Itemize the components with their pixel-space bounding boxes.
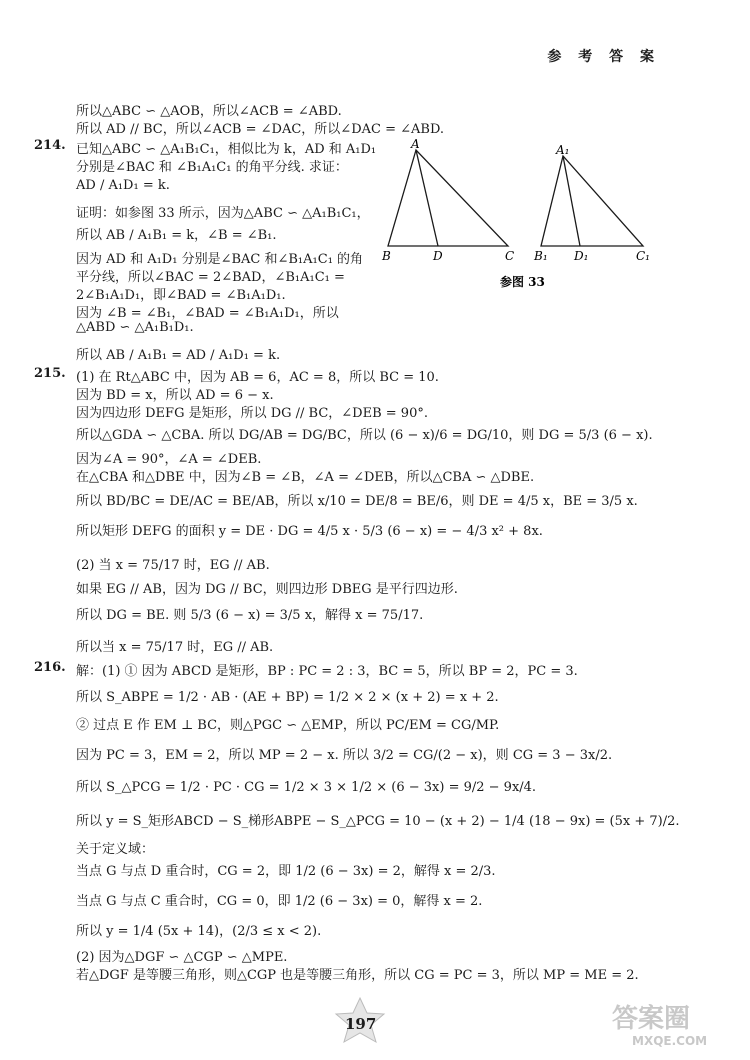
text-line: 因为∠A = 90°，∠A = ∠DEB. bbox=[76, 452, 262, 467]
text-line: AD / A₁D₁ = k. bbox=[76, 178, 170, 193]
text-line: 因为四边形 DEFG 是矩形，所以 DG // BC，∠DEB = 90°. bbox=[76, 406, 428, 421]
text-line: ② 过点 E 作 EM ⊥ BC，则△PGC ∽ △EMP，所以 PC/EM = CG/MP. bbox=[76, 718, 500, 733]
text-line: 当点 G 与点 C 重合时，CG = 0，即 1/2 (6 − 3x) = 0，解得 x = 2. bbox=[76, 894, 483, 909]
watermark-url: MXQE.COM bbox=[632, 1034, 708, 1048]
text-line: 因为 BD = x，所以 AD = 6 − x. bbox=[76, 388, 274, 403]
text-line: (2) 因为△DGF ∽ △CGP ∽ △MPE. bbox=[76, 950, 288, 965]
text-line: 所以 AD // BC，所以∠ACB = ∠DAC，所以∠DAC = ∠ABD. bbox=[76, 122, 445, 137]
text-line: 分别是∠BAC 和 ∠B₁A₁C₁ 的角平分线. 求证： bbox=[76, 160, 348, 175]
text-line: 因为 AD 和 A₁D₁ 分别是∠BAC 和∠B₁A₁C₁ 的角 bbox=[76, 252, 364, 267]
label-b1: B₁ bbox=[534, 249, 548, 263]
problem-number-216: 216. bbox=[34, 660, 66, 675]
text-line: 因为 ∠B = ∠B₁，∠BAD = ∠B₁A₁D₁，所以 bbox=[76, 306, 339, 321]
text-line: 因为 PC = 3，EM = 2，所以 MP = 2 − x. 所以 3/2 = CG/(2 − x)，则 CG = 3 − 3x/2. bbox=[76, 748, 613, 763]
label-a: A bbox=[411, 138, 420, 151]
figure-33 bbox=[378, 138, 678, 298]
text-line: 所以 S_ABPE = 1/2 · AB · (AE + BP) = 1/2 × 2 × (x + 2) = x + 2. bbox=[76, 690, 499, 705]
text-line: 若△DGF 是等腰三角形，则△CGP 也是等腰三角形，所以 CG = PC = 3，所以 MP = ME = 2. bbox=[76, 968, 639, 983]
problem-number-215: 215. bbox=[34, 366, 66, 381]
text-line: 如果 EG // AB，因为 DG // BC，则四边形 DBEG 是平行四边形. bbox=[76, 582, 458, 597]
watermark-logo: 答案圈 bbox=[612, 1004, 691, 1034]
figure-caption: 参图 33 bbox=[500, 275, 545, 289]
text-line: 平分线，所以∠BAC = 2∠BAD，∠B₁A₁C₁ = bbox=[76, 270, 345, 285]
bisector-a1d1 bbox=[563, 156, 580, 246]
label-c1: C₁ bbox=[636, 249, 650, 263]
triangle-abc bbox=[388, 150, 508, 246]
text-line: 关于定义域： bbox=[76, 842, 155, 857]
text-line: 在△CBA 和△DBE 中，因为∠B = ∠B，∠A = ∠DEB，所以△CBA ∽ △DBE. bbox=[76, 470, 535, 485]
text-line: 证明：如参图 33 所示，因为△ABC ∽ △A₁B₁C₁， bbox=[76, 206, 370, 221]
problem-number-214: 214. bbox=[34, 138, 66, 153]
label-b: B bbox=[382, 249, 391, 263]
text-line: 所以 DG = BE. 则 5/3 (6 − x) = 3/5 x，解得 x = 75/17. bbox=[76, 608, 424, 623]
text-line: 所以 AB / A₁B₁ = k，∠B = ∠B₁. bbox=[76, 228, 277, 243]
label-c: C bbox=[505, 249, 515, 263]
text-line: 已知△ABC ∽ △A₁B₁C₁，相似比为 k，AD 和 A₁D₁ bbox=[76, 142, 377, 157]
page-number: 197 bbox=[345, 1015, 377, 1033]
text-line: 所以 S_△PCG = 1/2 · PC · CG = 1/2 × 3 × 1/2 × (6 − 3x) = 9/2 − 9x/4. bbox=[76, 780, 537, 795]
text-line: (1) 在 Rt△ABC 中，因为 AB = 6，AC = 8，所以 BC = 10. bbox=[76, 370, 439, 385]
label-d: D bbox=[433, 249, 443, 263]
text-line: 所以 BD/BC = DE/AC = BE/AB，所以 x/10 = DE/8 = BE/6，则 DE = 4/5 x，BE = 3/5 x. bbox=[76, 494, 638, 509]
text-line: 所以 AB / A₁B₁ = AD / A₁D₁ = k. bbox=[76, 348, 281, 363]
triangle-a1b1c1 bbox=[541, 156, 643, 246]
label-d1: D₁ bbox=[574, 249, 589, 263]
text-line: 解：(1) ① 因为 ABCD 是矩形，BP : PC = 2 : 3，BC = 5，所以 BP = 2，PC = 3. bbox=[76, 664, 578, 679]
text-line: 所以 y = 1/4 (5x + 14)，(2/3 ≤ x < 2). bbox=[76, 924, 322, 939]
text-line: △ABD ∽ △A₁B₁D₁. bbox=[76, 320, 194, 335]
text-line: 当点 G 与点 D 重合时，CG = 2，即 1/2 (6 − 3x) = 2，解得 x = 2/3. bbox=[76, 864, 496, 879]
text-line: 所以当 x = 75/17 时，EG // AB. bbox=[76, 640, 274, 655]
text-line: 所以△ABC ∽ △AOB，所以∠ACB = ∠ABD. bbox=[76, 104, 342, 119]
label-a1: A₁ bbox=[556, 143, 570, 157]
text-line: 所以矩形 DEFG 的面积 y = DE · DG = 4/5 x · 5/3 (6 − x) = − 4/3 x² + 8x. bbox=[76, 524, 543, 539]
bisector-ad bbox=[416, 150, 438, 246]
text-line: 所以△GDA ∽ △CBA. 所以 DG/AB = DG/BC，所以 (6 − x)/6 = DG/10，则 DG = 5/3 (6 − x). bbox=[76, 428, 653, 443]
text-line: (2) 当 x = 75/17 时，EG // AB. bbox=[76, 558, 270, 573]
text-line: 所以 y = S_矩形ABCD − S_梯形ABPE − S_△PCG = 10 − (x + 2) − 1/4 (18 − 9x) = (5x + 7)/2. bbox=[76, 814, 680, 829]
text-line: 2∠B₁A₁D₁，即∠BAD = ∠B₁A₁D₁. bbox=[76, 288, 286, 303]
page-header: 参 考 答 案 bbox=[547, 49, 660, 65]
